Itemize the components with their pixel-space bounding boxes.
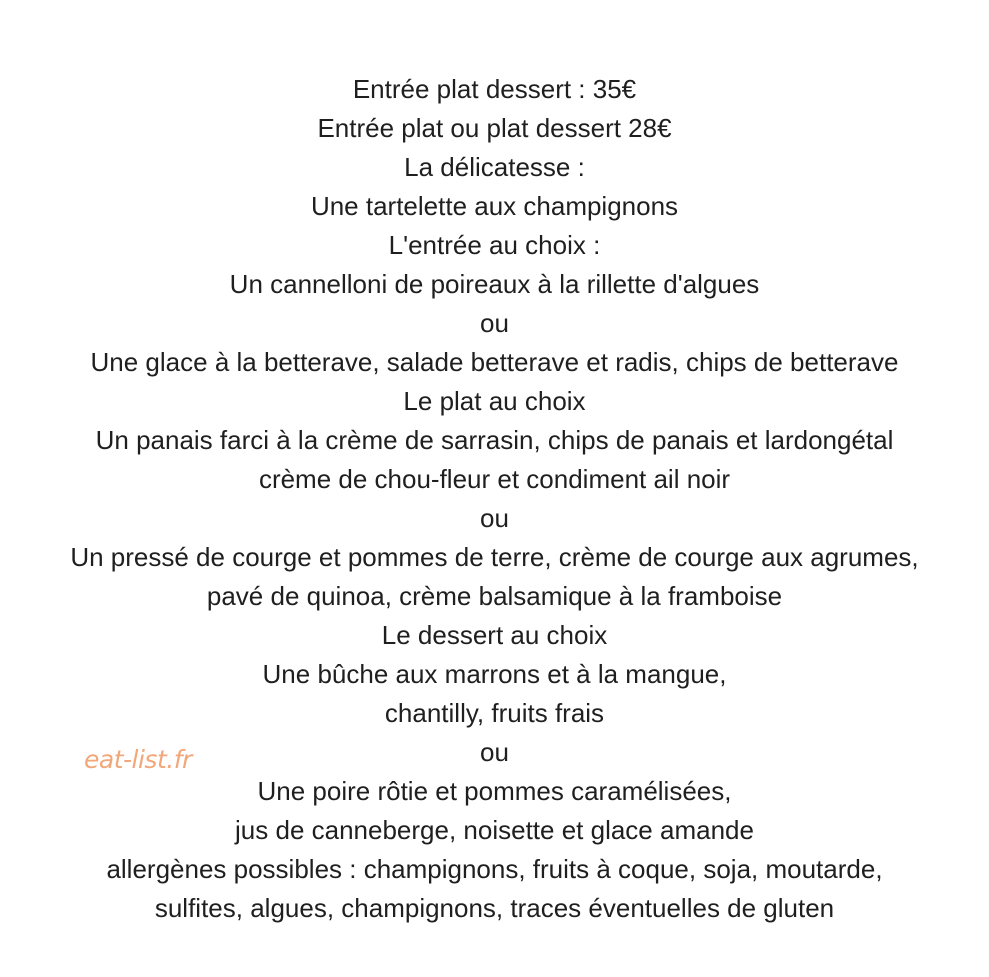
menu-item: Un panais farci à la crème de sarrasin, chips de panais et lardongétal — [95, 425, 894, 455]
menu-item: Une bûche aux marrons et à la mangue, — [262, 659, 727, 689]
choice-separator: ou — [480, 737, 509, 767]
section-heading-delicatesse: La délicatesse : — [404, 152, 585, 182]
menu-item: Un pressé de courge et pommes de terre, crème de courge aux agrumes, — [70, 542, 919, 572]
menu-item-continued: crème de chou-fleur et condiment ail noir — [258, 464, 731, 494]
menu-item: Une poire rôtie et pommes caramélisées, — [257, 776, 732, 806]
menu-item-continued: jus de canneberge, noisette et glace amande — [235, 815, 754, 845]
price-full-menu: Entrée plat dessert : 35€ — [352, 74, 637, 104]
allergens-note: allergènes possibles : champignons, fruits à coque, soja, moutarde, — [106, 854, 883, 884]
watermark: eat-list.fr — [84, 745, 192, 774]
menu-item-continued: chantilly, fruits frais — [384, 698, 605, 728]
allergens-note-continued: sulfites, algues, champignons, traces éventuelles de gluten — [154, 893, 835, 923]
section-heading-entree: L'entrée au choix : — [388, 230, 601, 260]
choice-separator: ou — [480, 308, 509, 338]
menu-item: Une tartelette aux champignons — [310, 191, 679, 221]
section-heading-dessert: Le dessert au choix — [381, 620, 608, 650]
menu-item-continued: pavé de quinoa, crème balsamique à la framboise — [206, 581, 783, 611]
menu-item: Un cannelloni de poireaux à la rillette d'algues — [229, 269, 760, 299]
menu-item: Une glace à la betterave, salade betterave et radis, chips de betterave — [90, 347, 899, 377]
section-heading-plat: Le plat au choix — [403, 386, 586, 416]
price-two-course-menu: Entrée plat ou plat dessert 28€ — [317, 113, 672, 143]
choice-separator: ou — [480, 503, 509, 533]
